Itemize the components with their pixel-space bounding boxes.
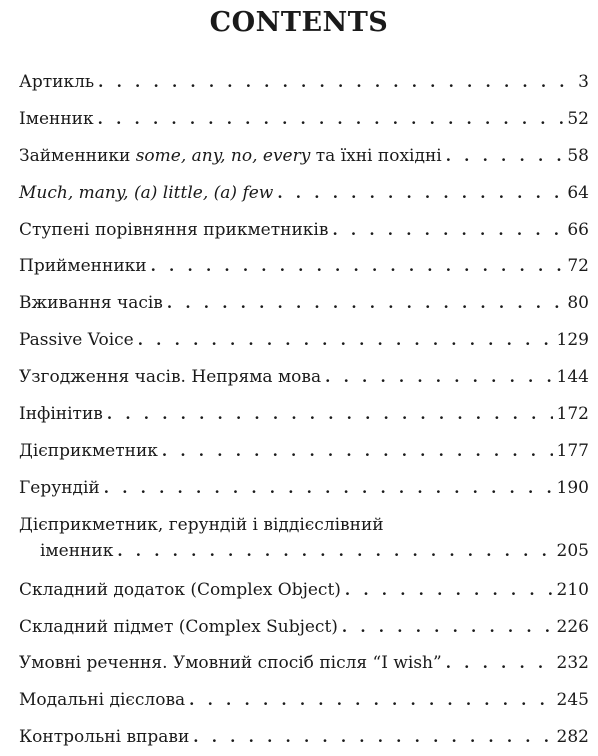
dot-leader [162, 433, 553, 470]
dot-leader [138, 322, 553, 359]
toc-page-number: 205 [556, 540, 589, 561]
toc-entry-label: Прийменники [19, 256, 147, 277]
toc-entry-label [19, 175, 273, 212]
page-title: CONTENTS [209, 7, 389, 38]
dot-leader [325, 359, 552, 396]
toc-page-number: 80 [567, 293, 589, 314]
dot-leader [104, 470, 553, 507]
toc-entry [19, 138, 589, 175]
toc-entry-label: Вживання часів [19, 293, 163, 314]
dot-leader [342, 609, 553, 646]
dot-leader [446, 138, 564, 175]
dot-leader [98, 64, 574, 101]
toc-page-number: 210 [556, 579, 589, 600]
toc-page-number: 282 [556, 727, 589, 748]
toc-page-number: 144 [556, 367, 589, 388]
dot-leader [277, 175, 563, 212]
toc-page-number: 232 [556, 653, 589, 674]
toc-entry-label: Ступені порівняння прикметників [19, 219, 329, 240]
toc-entry [19, 64, 589, 101]
toc-entry-label: Passive Voice [19, 330, 134, 351]
toc-entry [19, 645, 589, 682]
toc-page-number: 190 [556, 477, 589, 498]
dot-leader [193, 719, 552, 756]
toc-entry-label: Складний додаток (Complex Object) [19, 579, 341, 600]
toc-entry [19, 572, 589, 609]
toc-entry-label-line1: Дієприкметник, герундій і віддієслівний [19, 514, 384, 535]
dot-leader [98, 101, 564, 138]
toc-entry-label: Дієприкметник [19, 440, 158, 461]
toc-entry [19, 212, 589, 249]
toc-page-number: 3 [578, 72, 589, 92]
dot-leader [117, 538, 552, 564]
toc-entry [19, 322, 589, 359]
toc-page-number: 226 [556, 616, 589, 637]
table-of-contents [19, 64, 589, 756]
toc-entry-label: Умовні речення. Умовний спосіб після “I wish” [19, 653, 442, 674]
toc-page-number: 129 [556, 330, 589, 351]
dot-leader [167, 285, 563, 322]
toc-entry [19, 507, 589, 572]
toc-entry-label: Узгодження часів. Непряма мова [19, 367, 322, 388]
toc-page-number: 245 [556, 690, 589, 711]
toc-page-number: 72 [567, 256, 589, 277]
toc-entry-line2 [19, 538, 589, 564]
toc-page-number: 64 [567, 182, 589, 203]
dot-leader [189, 682, 552, 719]
toc-page-number: 172 [556, 404, 589, 425]
label-italic: Much, many, (a) little, (a) few [19, 182, 274, 203]
dot-leader [151, 248, 564, 285]
toc-page-number: 58 [567, 145, 589, 166]
toc-entry [19, 433, 589, 470]
toc-entry-label: Складний підмет (Complex Subject) [19, 616, 338, 637]
toc-entry-label: Іменник [19, 108, 94, 129]
toc-entry [19, 359, 589, 396]
toc-entry [19, 248, 589, 285]
toc-page-number: 52 [567, 108, 589, 129]
dot-leader [107, 396, 553, 433]
toc-entry-label: Модальні дієслова [19, 690, 186, 711]
label-prefix: Займенники [19, 145, 136, 166]
toc-entry [19, 285, 589, 322]
toc-entry [19, 682, 589, 719]
toc-entry [19, 609, 589, 646]
dot-leader [332, 212, 563, 249]
toc-entry-label: Інфінітив [19, 404, 103, 425]
toc-entry [19, 396, 589, 433]
toc-entry [19, 101, 589, 138]
toc-entry-label: Артикль [19, 72, 95, 92]
toc-entry-label: Контрольні вправи [19, 727, 190, 748]
label-suffix: та їхні похідні [310, 145, 442, 166]
toc-entry [19, 470, 589, 507]
toc-entry-label: Герундій [19, 477, 100, 498]
dot-leader [446, 645, 553, 682]
toc-entry [19, 719, 589, 756]
toc-entry-label-line2: іменник [40, 540, 114, 561]
dot-leader [345, 572, 553, 609]
toc-page-number: 177 [556, 440, 589, 461]
label-italic: some, any, no, every [135, 145, 311, 166]
toc-entry [19, 175, 589, 212]
toc-entry-label [19, 138, 442, 175]
toc-page-number: 66 [567, 219, 589, 240]
